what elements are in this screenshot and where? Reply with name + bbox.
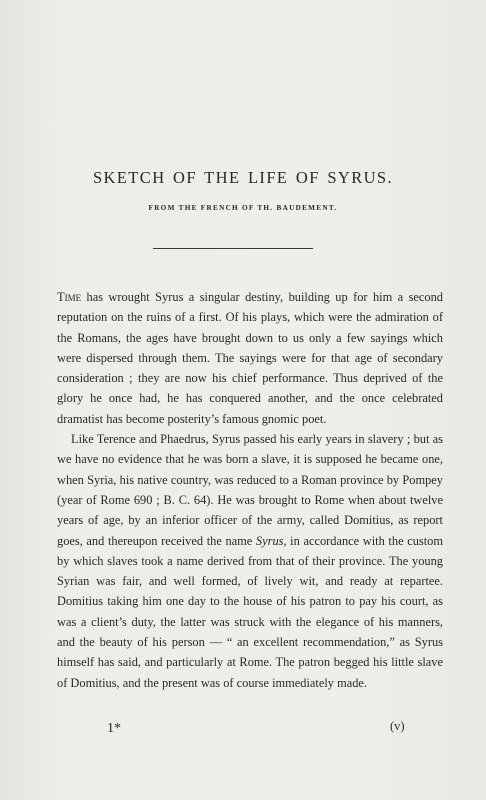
paragraph-2 xyxy=(57,429,443,693)
emphasized-name: Syrus, xyxy=(255,533,287,548)
body-text xyxy=(57,287,443,693)
page-number: (v) xyxy=(390,719,405,733)
title-rule xyxy=(153,248,313,249)
paragraph-1-text: has wrought Syrus a singular destiny, building up for him a second reputation on the ruins of a first. Of his plays, which were the admiration of the Romans, the ages have brought down to us only a few sayings which were dispersed through them. The sayings were for that age of secondary consideration ; they are now his chief performance. Thus deprived of the glory he once had, he has conquered another, and the once celebrated dramatist has become posterity’s famous gnomic poet. xyxy=(57,290,443,426)
paragraph-2-text-a: Like Terence and Phaedrus, Syrus passed his early years in slavery ; but as we have no evidence that he was born a slave, it is supposed he became one, when Syria, his native country, was reduced to a Roman province by Pompey (year of Rome 690 ; B. C. 64). He was brought to Rome when about twelve years of age, by an inferior officer of the army, called Domitius, as report goes, and thereupon received the name xyxy=(57,432,443,548)
chapter-subtitle: FROM THE FRENCH OF TH. BAUDEMENT. xyxy=(148,204,338,212)
chapter-title: SKETCH OF THE LIFE OF SYRUS. xyxy=(92,168,394,187)
paragraph-2-text-b: in accordance with the custom by which slaves took a name derived from that of their province. The young Syrian was fair, and well formed, of lively wit, and ready at repartee. Domitius taking him one day to the house of his patron to pay his court, as was a client’s duty, the latter was struck with the elegance of his manners, and the beauty of his person — “ an excellent recommendation,” as Syrus himself has said, and particularly at Rome. The patron begged his little slave of Domitius, and the present was of course immediately made. xyxy=(57,533,443,690)
page-footer xyxy=(0,717,486,741)
signature-mark: 1* xyxy=(107,721,121,736)
paragraph-1 xyxy=(57,287,443,429)
lead-word: Time xyxy=(57,290,82,304)
